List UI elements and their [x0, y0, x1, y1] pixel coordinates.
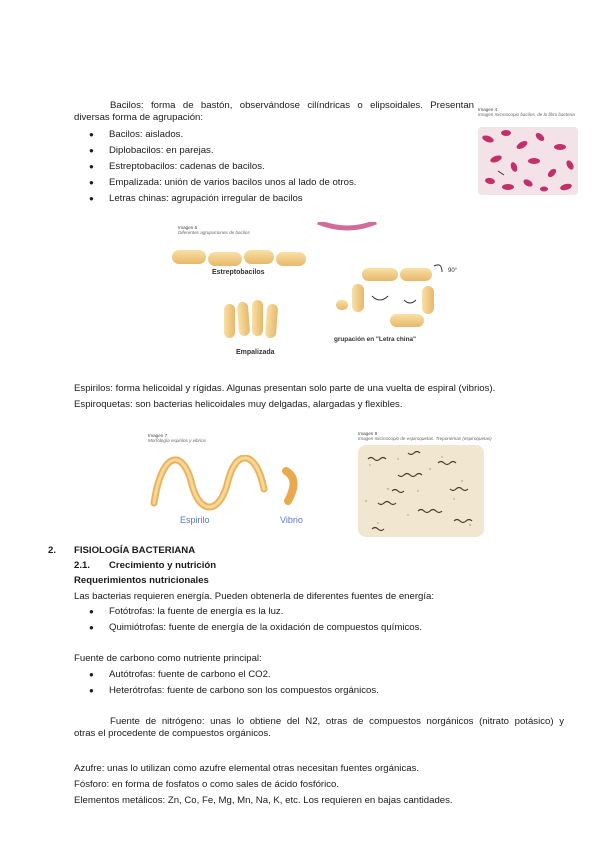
image8-micrograph	[358, 445, 484, 537]
metales-line: Elementos metálicos: Zn, Co, Fe, Mg, Mn, Na, K, etc. Los requieren en bajas cantidades.	[74, 795, 453, 806]
image5-caption: Imagen 5 Diferentes agrupaciones de bacilos	[178, 225, 250, 235]
section-number: 2.	[48, 545, 57, 556]
nitrogen-paragraph	[74, 716, 564, 740]
espirilos-line2: Espiroquetas: son bacterias helicoidales muy delgadas, alargadas y flexibles.	[74, 399, 403, 410]
label-letra-china: grupación en "Letra china"	[334, 336, 417, 343]
espirilos-line1: Espirilos: forma helicoidal y rígidas. Algunas presentan solo parte de una vuelta de espiral (vibrios).	[74, 383, 496, 394]
label-angle: 90°	[448, 268, 458, 274]
bacilos-intro-line1: Bacilos: forma de bastón, observándose cilíndricas o elipsoidales. Presentan	[110, 100, 474, 111]
req-title: Requerimientos nutricionales	[74, 575, 209, 586]
image7-caption: Imagen 7 Morfología espirilos y vibrios	[148, 433, 206, 443]
label-empalizada: Empalizada	[236, 349, 275, 356]
image8-caption: Imagen 8 Imagen microscopio de espiroquetas. Treponemas (espiroquetas)	[358, 431, 492, 441]
energy-intro: Las bacterias requieren energía. Pueden obtenerla de diferentes fuentes de energía:	[74, 591, 435, 602]
label-vibrio: Vibrio	[280, 515, 303, 525]
fosforo-line: Fósforo: en forma de fosfatos o como sales de ácido fosfórico.	[74, 779, 340, 790]
image4-micrograph	[478, 127, 578, 195]
subsection-title: Crecimiento y nutrición	[109, 560, 217, 571]
bacilos-intro	[74, 100, 474, 124]
image7-shapes	[148, 455, 318, 515]
bacilos-intro-line2: diversas forma de agrupación:	[74, 111, 204, 123]
azufre-line: Azufre: unas lo utilizan como azufre elemental otras necesitan fuentes orgánicas.	[74, 763, 420, 774]
subsection-number: 2.1.	[74, 560, 91, 571]
nitrogen-line1: Fuente de nitrógeno: unas lo obtiene del N2, otras de compuestos norgánicos (nitrato potásico) y	[110, 716, 564, 727]
label-espirilo: Espirilo	[180, 515, 210, 525]
carbon-intro: Fuente de carbono como nutriente principal:	[74, 653, 262, 664]
image4-caption: Imagen 4 Imagen microscopio bacilos, de lo libro bacteria	[478, 107, 575, 117]
nitrogen-line2: otras el procedente de compuestos orgánicos.	[74, 727, 271, 739]
label-estreptobacilos: Estreptobacilos	[212, 269, 265, 276]
section-title: FISIOLOGÍA BACTERIANA	[74, 545, 196, 556]
